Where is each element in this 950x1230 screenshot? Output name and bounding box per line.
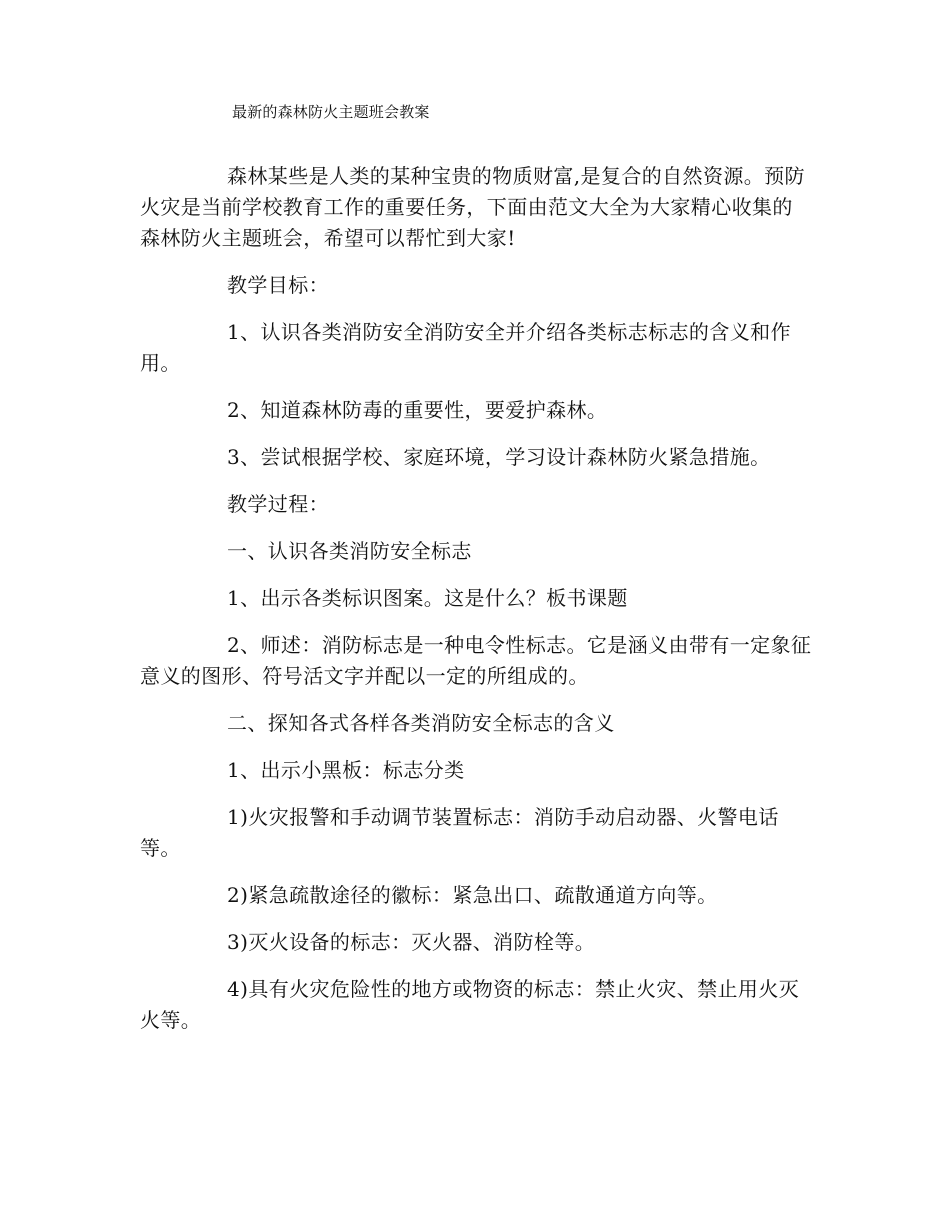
paragraph-category-1: 1)火灾报警和手动调节装置标志：消防手动启动器、火警电话等。: [140, 805, 779, 860]
paragraph-category-3: 3)灭火设备的标志：灭火器、消防栓等。: [227, 930, 596, 954]
paragraph-section-two-item-1: 1、出示小黑板：标志分类: [227, 758, 465, 782]
paragraph-teaching-goals-heading: 教学目标：: [227, 273, 329, 297]
paragraph-goal-1: 1、认识各类消防安全消防安全并介绍各类标志标志的含义和作用。: [140, 320, 791, 375]
paragraph-teaching-process-heading: 教学过程：: [227, 492, 329, 516]
paragraph-goal-3: 3、尝试根据学校、家庭环境，学习设计森林防火紧急措施。: [227, 445, 771, 469]
paragraph-goal-2: 2、知道森林防毒的重要性，要爱护森林。: [227, 398, 608, 422]
paragraph-intro: 森林某些是人类的某种宝贵的物质财富,是复合的自然资源。预防火灾是当前学校教育工作的重要任务，下面由范文大全为大家精心收集的森林防火主题班会，希望可以帮忙到大家!: [140, 164, 805, 250]
paragraph-section-one-heading: 一、认识各类消防安全标志: [227, 539, 472, 563]
paragraph-section-two-heading: 二、探知各式各样各类消防安全标志的含义: [227, 711, 615, 735]
document-title: 最新的森林防火主题班会教案: [232, 103, 430, 121]
paragraph-section-one-item-2: 2、师述：消防标志是一种电令性标志。它是涵义由带有一定象征意义的图形、符号活文字并配以一定的所组成的。: [140, 633, 812, 688]
document-body: [140, 161, 812, 1052]
paragraph-category-4: 4)具有火灾危险性的地方或物资的标志：禁止火灾、禁止用火灭火等。: [140, 977, 800, 1032]
paragraph-category-2: 2)紧急疏散途径的徽标：紧急出口、疏散通道方向等。: [227, 883, 718, 907]
paragraph-section-one-item-1: 1、出示各类标识图案。这是什么？板书课题: [227, 586, 628, 610]
